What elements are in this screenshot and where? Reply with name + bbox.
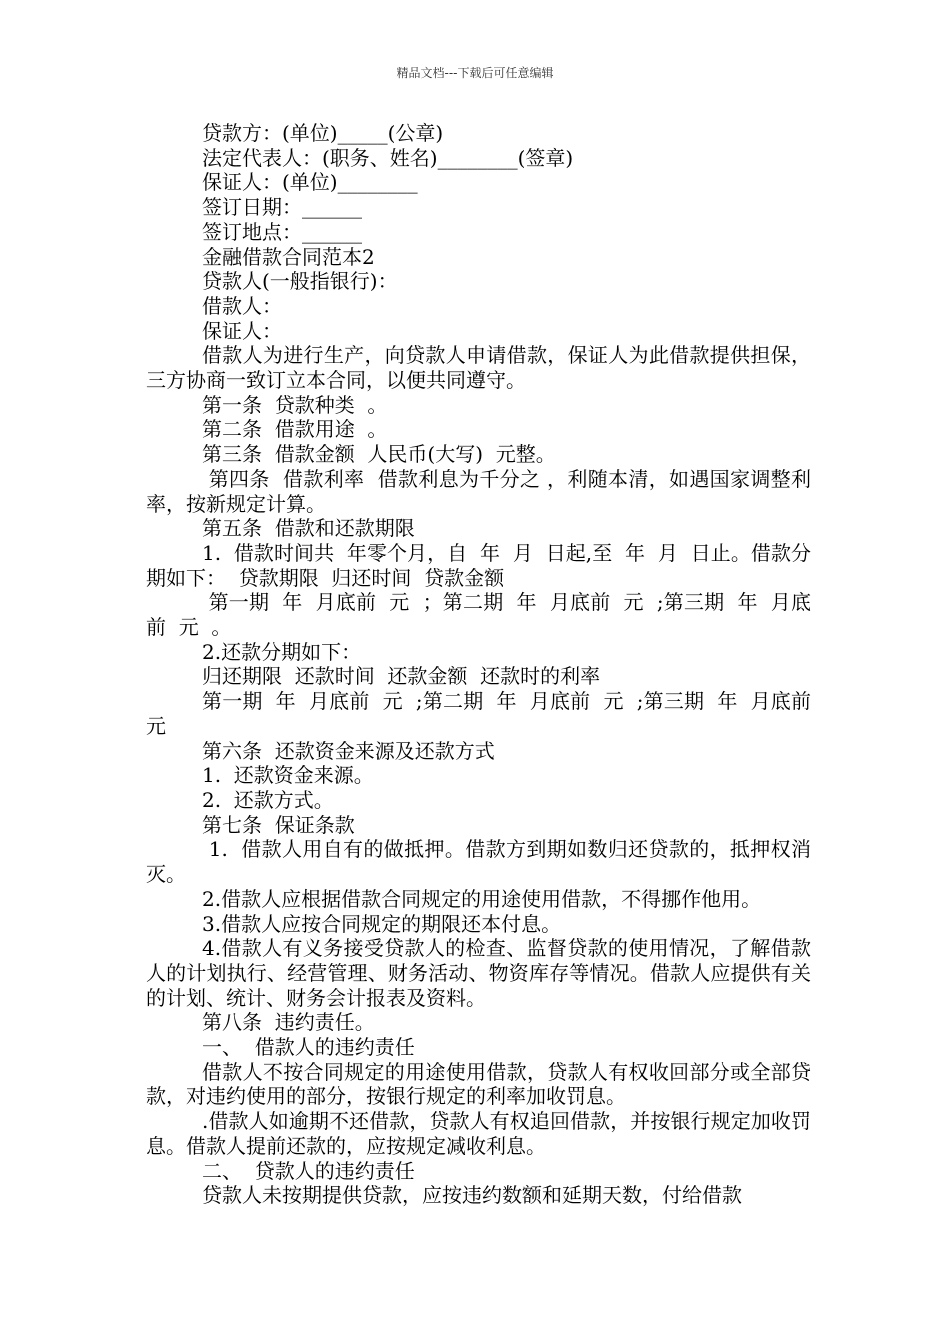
subsection-heading: 一、 借款人的违约责任 bbox=[202, 1035, 415, 1060]
paragraph: 1. 借款时间共 年零个月，自 年 月 日起,至 年 月 日止。借款分期如下： 贷款期限 归还时间 贷款金额 bbox=[146, 540, 811, 590]
paragraph: 法定代表人：(职务、姓名)________(签章) bbox=[202, 145, 574, 170]
paragraph: 保证人： bbox=[202, 318, 282, 343]
paragraph: 归还期限 还款时间 还款金额 还款时的利率 bbox=[202, 664, 601, 689]
document-body bbox=[146, 121, 824, 1208]
paragraph: 3.借款人应按合同规定的期限还本付息。 bbox=[202, 911, 562, 936]
article-heading: 第四条 借款利率 借款利息为千分之 ，利随本清，如遇国家调整利率，按新规定计算。 bbox=[146, 466, 811, 516]
paragraph: 贷款人(一般指银行)： bbox=[202, 269, 398, 294]
paragraph: .借款人如逾期不还借款，贷款人有权追回借款，并按银行规定加收罚息。借款人提前还款的，应按规定减收利息。 bbox=[146, 1109, 811, 1158]
page-header: 精品文档---下载后可任意编辑 bbox=[396, 66, 554, 80]
paragraph: 1. 借款人用自有的做抵押。借款方到期如数归还贷款的，抵押权消灭。 bbox=[146, 837, 812, 887]
paragraph: 保证人：(单位)________ bbox=[202, 170, 418, 195]
paragraph: 2.还款分期如下： bbox=[202, 639, 362, 664]
paragraph: 4.借款人有义务接受贷款人的检查、监督贷款的使用情况，了解借款人的计划执行、经营管理、财务活动、物资库存等情况。借款人应提供有关的计划、统计、财务会计报表及资料。 bbox=[146, 936, 811, 1010]
paragraph: 第一期 年 月底前 元 ;第二期 年 月底前 元 ;第三期 年 月底前 元 bbox=[146, 689, 824, 738]
article-heading: 第八条 违约责任。 bbox=[202, 1010, 375, 1035]
paragraph: 借款人为进行生产，向贷款人申请借款，保证人为此借款提供担保，三方协商一致订立本合同，以便共同遵守。 bbox=[146, 343, 811, 393]
section-title: 金融借款合同范本2 bbox=[202, 244, 375, 269]
article-heading: 第三条 借款金额 人民币(大写) 元整。 bbox=[202, 442, 556, 467]
article-heading: 第七条 保证条款 bbox=[202, 812, 355, 837]
paragraph: 借款人： bbox=[202, 293, 282, 318]
paragraph: 2. 还款方式。 bbox=[202, 787, 334, 812]
paragraph: 签订日期：______ bbox=[202, 195, 362, 220]
subsection-heading: 二、 贷款人的违约责任 bbox=[202, 1158, 415, 1183]
article-heading: 第二条 借款用途 。 bbox=[202, 417, 388, 442]
article-heading: 第一条 贷款种类 。 bbox=[202, 392, 388, 417]
paragraph: 贷款人未按期提供贷款，应按违约数额和延期天数，付给借款 bbox=[202, 1183, 742, 1208]
article-heading: 第六条 还款资金来源及还款方式 bbox=[202, 738, 495, 763]
paragraph: 第一期 年 月底前 元 ；第二期 年 月底前 元 ;第三期 年 月底前 元 。 bbox=[146, 590, 811, 640]
paragraph: 借款人不按合同规定的用途使用借款，贷款人有权收回部分或全部贷款，对违约使用的部分，按银行规定的利率加收罚息。 bbox=[146, 1059, 811, 1109]
paragraph: 1. 还款资金来源。 bbox=[202, 763, 374, 788]
paragraph: 签订地点：______ bbox=[202, 219, 362, 244]
paragraph: 2.借款人应根据借款合同规定的用途使用借款，不得挪作他用。 bbox=[202, 886, 762, 911]
paragraph: 贷款方：(单位)_____(公章) bbox=[202, 121, 444, 145]
article-heading: 第五条 借款和还款期限 bbox=[202, 516, 415, 541]
